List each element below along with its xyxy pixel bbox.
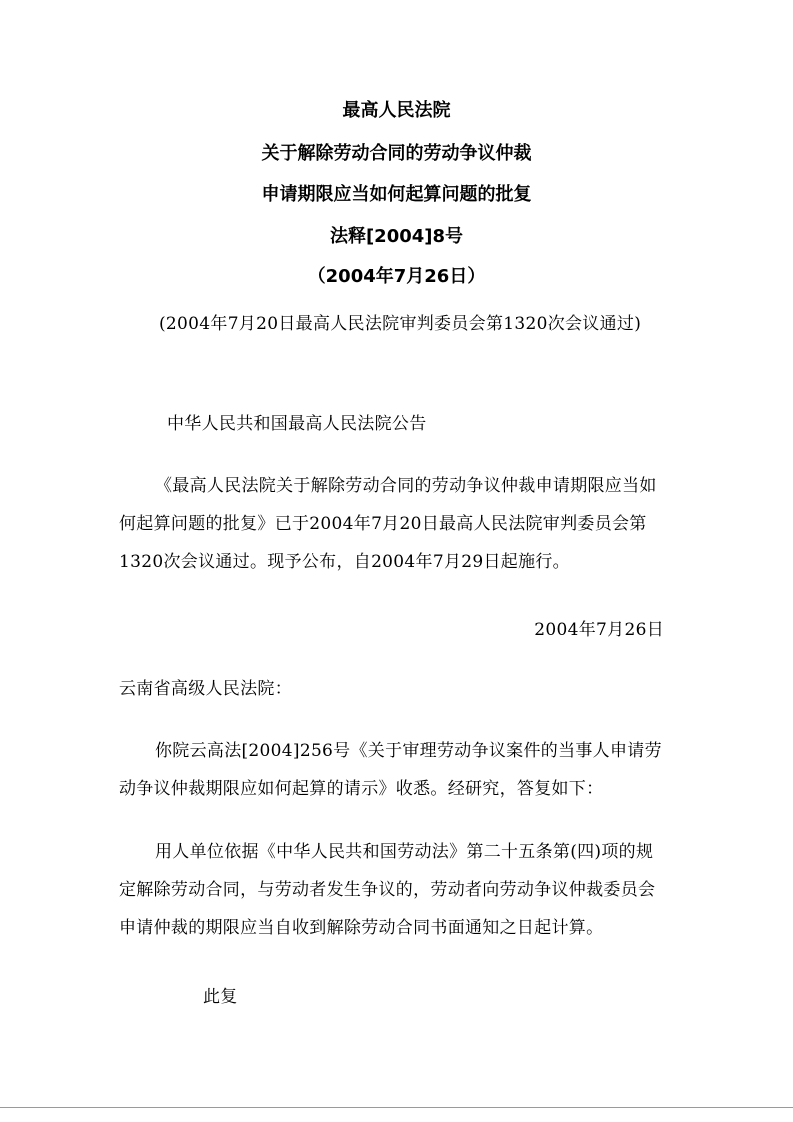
title-line-1: 关于解除劳动合同的劳动争议仲裁 xyxy=(261,143,532,164)
document-number: 法释[2004]8号 xyxy=(329,226,464,247)
addressee: 云南省高级人民法院： xyxy=(119,679,292,699)
announcement-text: 《最高人民法院关于解除劳动合同的劳动争议仲裁申请期限应当如何起算问题的批复》已于2004年7月20日最高人民法院审判委员会第1320次会议通过。现予公布，自2004年7月29日起施行。 xyxy=(119,476,657,572)
page-bottom-rule xyxy=(0,1107,793,1108)
reply-intro: 你院云高法[2004]256号《关于审理劳动争议案件的当事人申请劳动争议仲裁期限应如何起算的请示》收悉。经研究，答复如下： xyxy=(119,741,662,799)
announcement-title: 中华人民共和国最高人民法院公告 xyxy=(167,414,427,434)
title-line-2: 申请期限应当如何起算问题的批复 xyxy=(261,184,532,205)
document-date: （2004年7月26日） xyxy=(307,266,486,287)
court-name-heading: 最高人民法院 xyxy=(342,100,451,121)
announcement-date: 2004年7月26日 xyxy=(534,620,664,640)
closing-remark: 此复 xyxy=(203,987,238,1007)
reply-content: 用人单位依据《中华人民共和国劳动法》第二十五条第(四)项的规定解除劳动合同，与劳动者发生争议的，劳动者向劳动争议仲裁委员会申请仲裁的期限应当自收到解除劳动合同书面通知之日起计算。 xyxy=(119,842,656,938)
adoption-note: (2004年7月20日最高人民法院审判委员会第1320次会议通过) xyxy=(159,314,642,334)
